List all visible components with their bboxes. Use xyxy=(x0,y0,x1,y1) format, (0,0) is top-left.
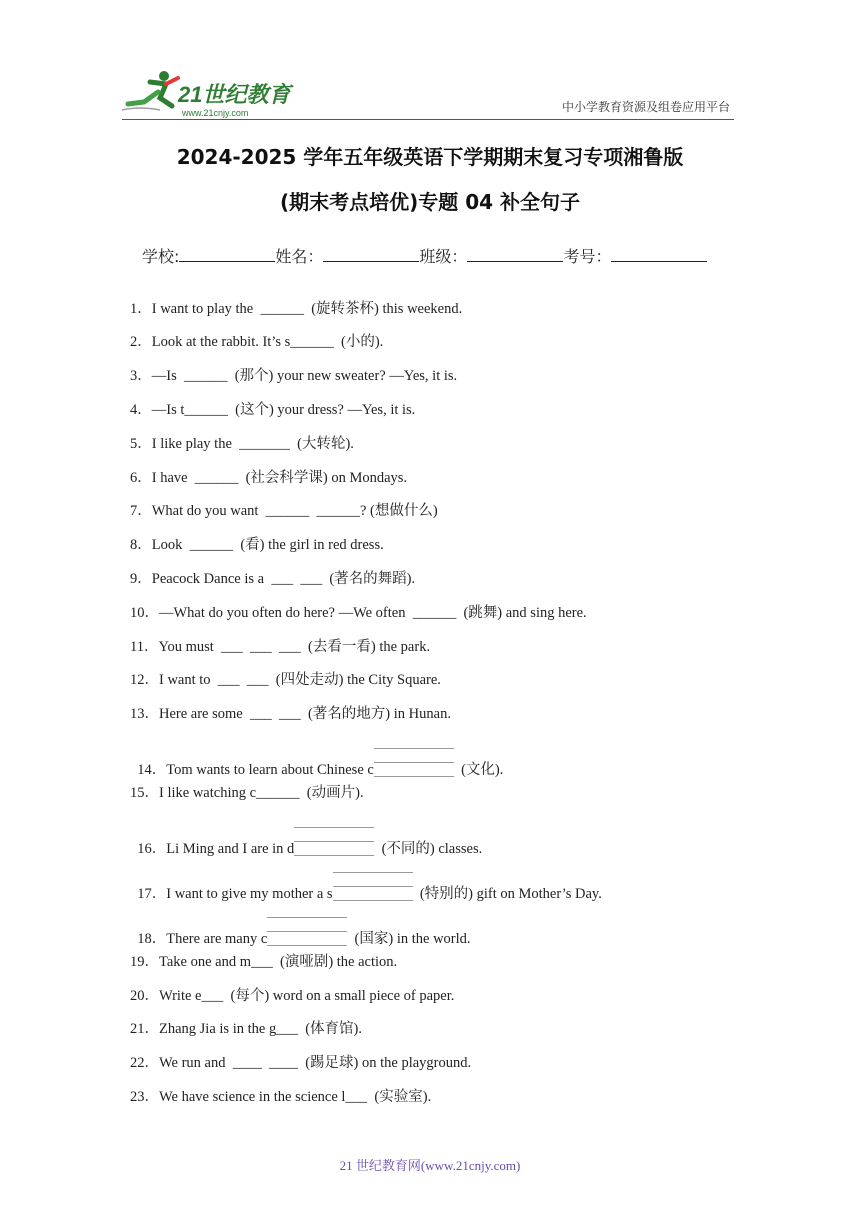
question-17-hint: (特别的) gift on Mother’s Day. xyxy=(412,886,602,902)
question-16-hint: (不同的) classes. xyxy=(374,841,483,857)
question-18-text: 18．There are many c xyxy=(137,931,268,947)
number-label: 考号： xyxy=(563,247,612,266)
question-16 xyxy=(130,820,482,858)
student-info-row xyxy=(142,244,707,267)
question-10: 10．—What do you often do here? —We often ______ (跳舞) and sing here. xyxy=(130,605,587,621)
question-14 xyxy=(130,741,503,779)
question-5: 5．I like play the _______ (大转轮). xyxy=(130,436,354,452)
question-8: 8．Look ______ (看) the girl in red dress. xyxy=(130,537,384,553)
question-14-text: 14．Tom wants to learn about Chinese c xyxy=(137,762,374,778)
brand-logo xyxy=(120,66,300,122)
question-15: 15．I like watching c______ (动画片). xyxy=(130,785,364,801)
question-12: 12．I want to ___ ___ (四处走动) the City Square. xyxy=(130,672,441,688)
logo-text: 21世纪教育 xyxy=(178,82,291,107)
question-13: 13．Here are some ___ ___ (著名的地方) in Hunan. xyxy=(130,706,451,722)
question-19: 19．Take one and m___ (演哑剧) the action. xyxy=(130,954,398,970)
question-7: 7．What do you want ______ ______? (想做什么) xyxy=(130,503,438,519)
header-divider xyxy=(122,119,734,120)
question-17-text: 17．I want to give my mother a s xyxy=(137,886,333,902)
question-22: 22．We run and ____ ____ (踢足球) on the playground. xyxy=(130,1055,472,1071)
question-16-text: 16．Li Ming and I are in d xyxy=(137,841,295,857)
doc-title-line2: (期末考点培优)专题 04 补全句子 xyxy=(279,190,581,214)
question-11: 11．You must ___ ___ ___ (去看一看) the park. xyxy=(130,639,431,655)
name-label: 姓名： xyxy=(275,247,324,266)
question-20: 20．Write e___ (每个) word on a small piece of paper. xyxy=(130,988,455,1004)
number-field[interactable] xyxy=(611,247,707,262)
question-1: 1．I want to play the ______ (旋转茶杯) this weekend. xyxy=(130,301,463,317)
school-field[interactable] xyxy=(179,247,275,262)
answer-blank[interactable] xyxy=(374,760,454,774)
question-23: 23．We have science in the science l___ (实验室). xyxy=(130,1089,432,1105)
question-21: 21．Zhang Jia is in the g___ (体育馆). xyxy=(130,1021,362,1037)
name-field[interactable] xyxy=(323,247,419,262)
question-6: 6．I have ______ (社会科学课) on Mondays. xyxy=(130,470,408,486)
question-9: 9．Peacock Dance is a ___ ___ (著名的舞蹈). xyxy=(130,571,416,587)
question-4: 4．—Is t______ (这个) your dress? —Yes, it is. xyxy=(130,402,416,418)
school-label: 学校: xyxy=(142,247,180,266)
question-17 xyxy=(130,865,602,903)
runner-logo-icon xyxy=(120,66,300,122)
answer-blank[interactable] xyxy=(267,929,347,943)
question-14-hint: (文化). xyxy=(453,762,504,778)
question-3: 3．—Is ______ (那个) your new sweater? —Yes, it is. xyxy=(130,368,458,384)
footer-link[interactable]: 21 世纪教育网(www.21cnjy.com) xyxy=(339,1158,521,1173)
platform-label: 中小学教育资源及组卷应用平台 xyxy=(561,100,730,114)
class-field[interactable] xyxy=(467,247,563,262)
logo-url: www.21cnjy.com xyxy=(182,108,249,118)
answer-blank[interactable] xyxy=(294,839,374,853)
doc-title-line1: 2024-2025 学年五年级英语下学期期末复习专项湘鲁版 xyxy=(176,145,684,169)
question-18-hint: (国家) in the world. xyxy=(347,931,471,947)
class-label: 班级： xyxy=(419,247,468,266)
question-18 xyxy=(130,910,471,948)
answer-blank[interactable] xyxy=(333,884,413,898)
question-2: 2．Look at the rabbit. It’s s______ (小的). xyxy=(130,334,384,350)
